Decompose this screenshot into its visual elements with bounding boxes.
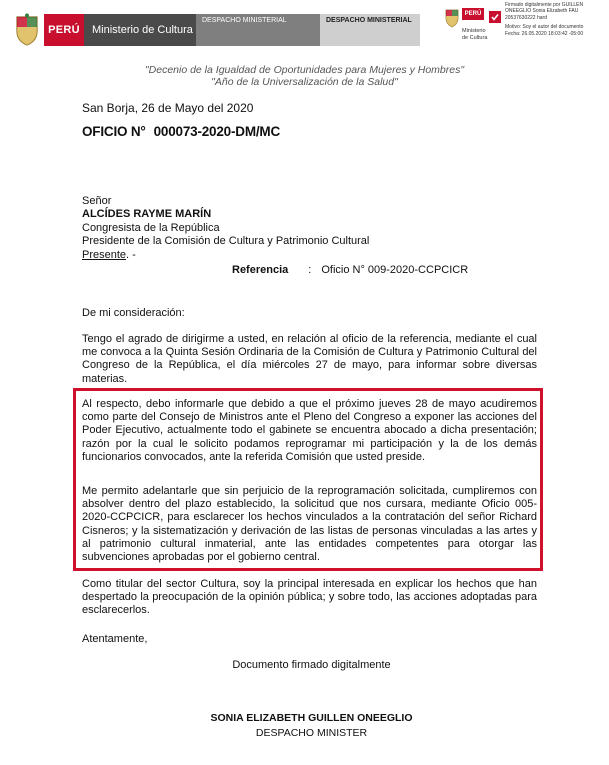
signer-name: SONIA ELIZABETH GUILLEN ONEEGLIO: [210, 712, 413, 724]
presente: Presente: [82, 248, 127, 261]
oficio-number: [82, 124, 280, 139]
stamp-coat-of-arms-icon: [444, 8, 460, 28]
presente-suffix: . -: [126, 248, 136, 261]
salutation: Señor: [82, 195, 112, 207]
consideration-greeting: De mi consideración:: [82, 307, 185, 319]
signature-line: 20537630222 hard: [505, 14, 547, 21]
stamp-peru-logo: PERÚ: [462, 8, 484, 20]
closing: Atentamente,: [82, 633, 148, 645]
signer-role: DESPACHO MINISTER: [255, 727, 368, 739]
decenio-line-1: "Decenio de la Igualdad de Oportunidades para Mujeres y Hombres": [144, 64, 465, 76]
reference-value: Oficio N° 009-2020-CCPCICR: [321, 264, 469, 276]
digital-signature-icon: [488, 10, 502, 24]
paragraph-3: Me permito adelantarle que sin perjuicio de la reprogramación solicitada, cumpliremos con absolver dentro del plazo establecido, la solicitud que nos cursara, mediante Oficio 005-2020-CCPCICR, para esclarecer los hechos vinculados a la contratación del señor Richard Cisneros; y la sistematización y derivación de las listas de personas vinculadas a las artes y al patrimonio cultural inmaterial, ante las entidades competentes para otorgar las subvenciones aprobadas por el gobierno central.: [82, 485, 537, 564]
oficio-value: 000073-2020-DM/MC: [153, 124, 281, 139]
paragraph-4: Como titular del sector Cultura, soy la principal interesada en explicar los hechos que han despertado la preocupación de la opinión pública; y sobre todo, las acciones adoptadas para esclarecerlos.: [82, 578, 537, 617]
signature-line: Fecha: 26.05.2020 18:03:42 -05:00: [505, 30, 584, 37]
recipient-role-2: Presidente de la Comisión de Cultura y Patrimonio Cultural: [82, 235, 370, 248]
recipient-block: [82, 195, 369, 262]
stamp-ministry-line1: Ministerio: [462, 28, 486, 34]
signature-line: Motivo: Soy el autor del documento: [505, 24, 584, 31]
letter-date: San Borja, 26 de Mayo del 2020: [82, 101, 254, 115]
oficio-label: OFICIO N°: [82, 124, 146, 139]
signed-digitally-note: Documento firmado digitalmente: [232, 659, 391, 671]
signature-line: ONEEGLIO Sonia Elizabeth FAU: [505, 8, 579, 15]
paragraph-2: Al respecto, debo informarle que debido a que el próximo jueves 28 de mayo acudiremos como parte del Consejo de Ministros ante el Pleno del Congreso a exponer las acciones del Poder Ejecutivo, actualmente todo el gabinete se encuentra abocado a dicha presentación; razón por la cual le solicito podamos reprogramar mi participación y la de los demás funcionarios convocados, ante la referida Comisión que usted preside.: [82, 398, 537, 463]
ministry-name: Ministerio de Cultura: [84, 14, 196, 46]
recipient-name: ALCÍDES RAYME MARÍN: [82, 208, 212, 221]
office-label-2: DESPACHO MINISTERIAL: [320, 14, 420, 46]
reference-colon: :: [308, 264, 312, 276]
digital-signature-details: [505, 2, 607, 37]
recipient-role-1: Congresista de la República: [82, 221, 220, 234]
office-label-1: DESPACHO MINISTERIAL: [196, 14, 320, 46]
paragraph-1: Tengo el agrado de dirigirme a usted, en relación al oficio de la referencia, mediante el cual me convoca a la Quinta Sesión Ordinaria de la Comisión de Cultura y Patrimonio Cultural del Congreso de la República, el día miércoles 27 de mayo, para informar sobre diversas materias.: [82, 333, 537, 385]
peru-logo: PERÚ: [44, 14, 84, 46]
decenio-line-2: "Año de la Universalización de la Salud": [211, 76, 398, 88]
presente-line: [82, 249, 369, 262]
stamp-ministry-line2: de Cultura: [462, 35, 488, 41]
coat-of-arms-icon: [14, 13, 40, 47]
reference-label: Referencia: [232, 264, 289, 276]
reference-line: [232, 264, 468, 276]
stamp-ministry-name: [462, 28, 496, 42]
decenio-header: [0, 64, 609, 88]
signature-line: Firmado digitalmente por GUILLEN: [505, 2, 584, 8]
